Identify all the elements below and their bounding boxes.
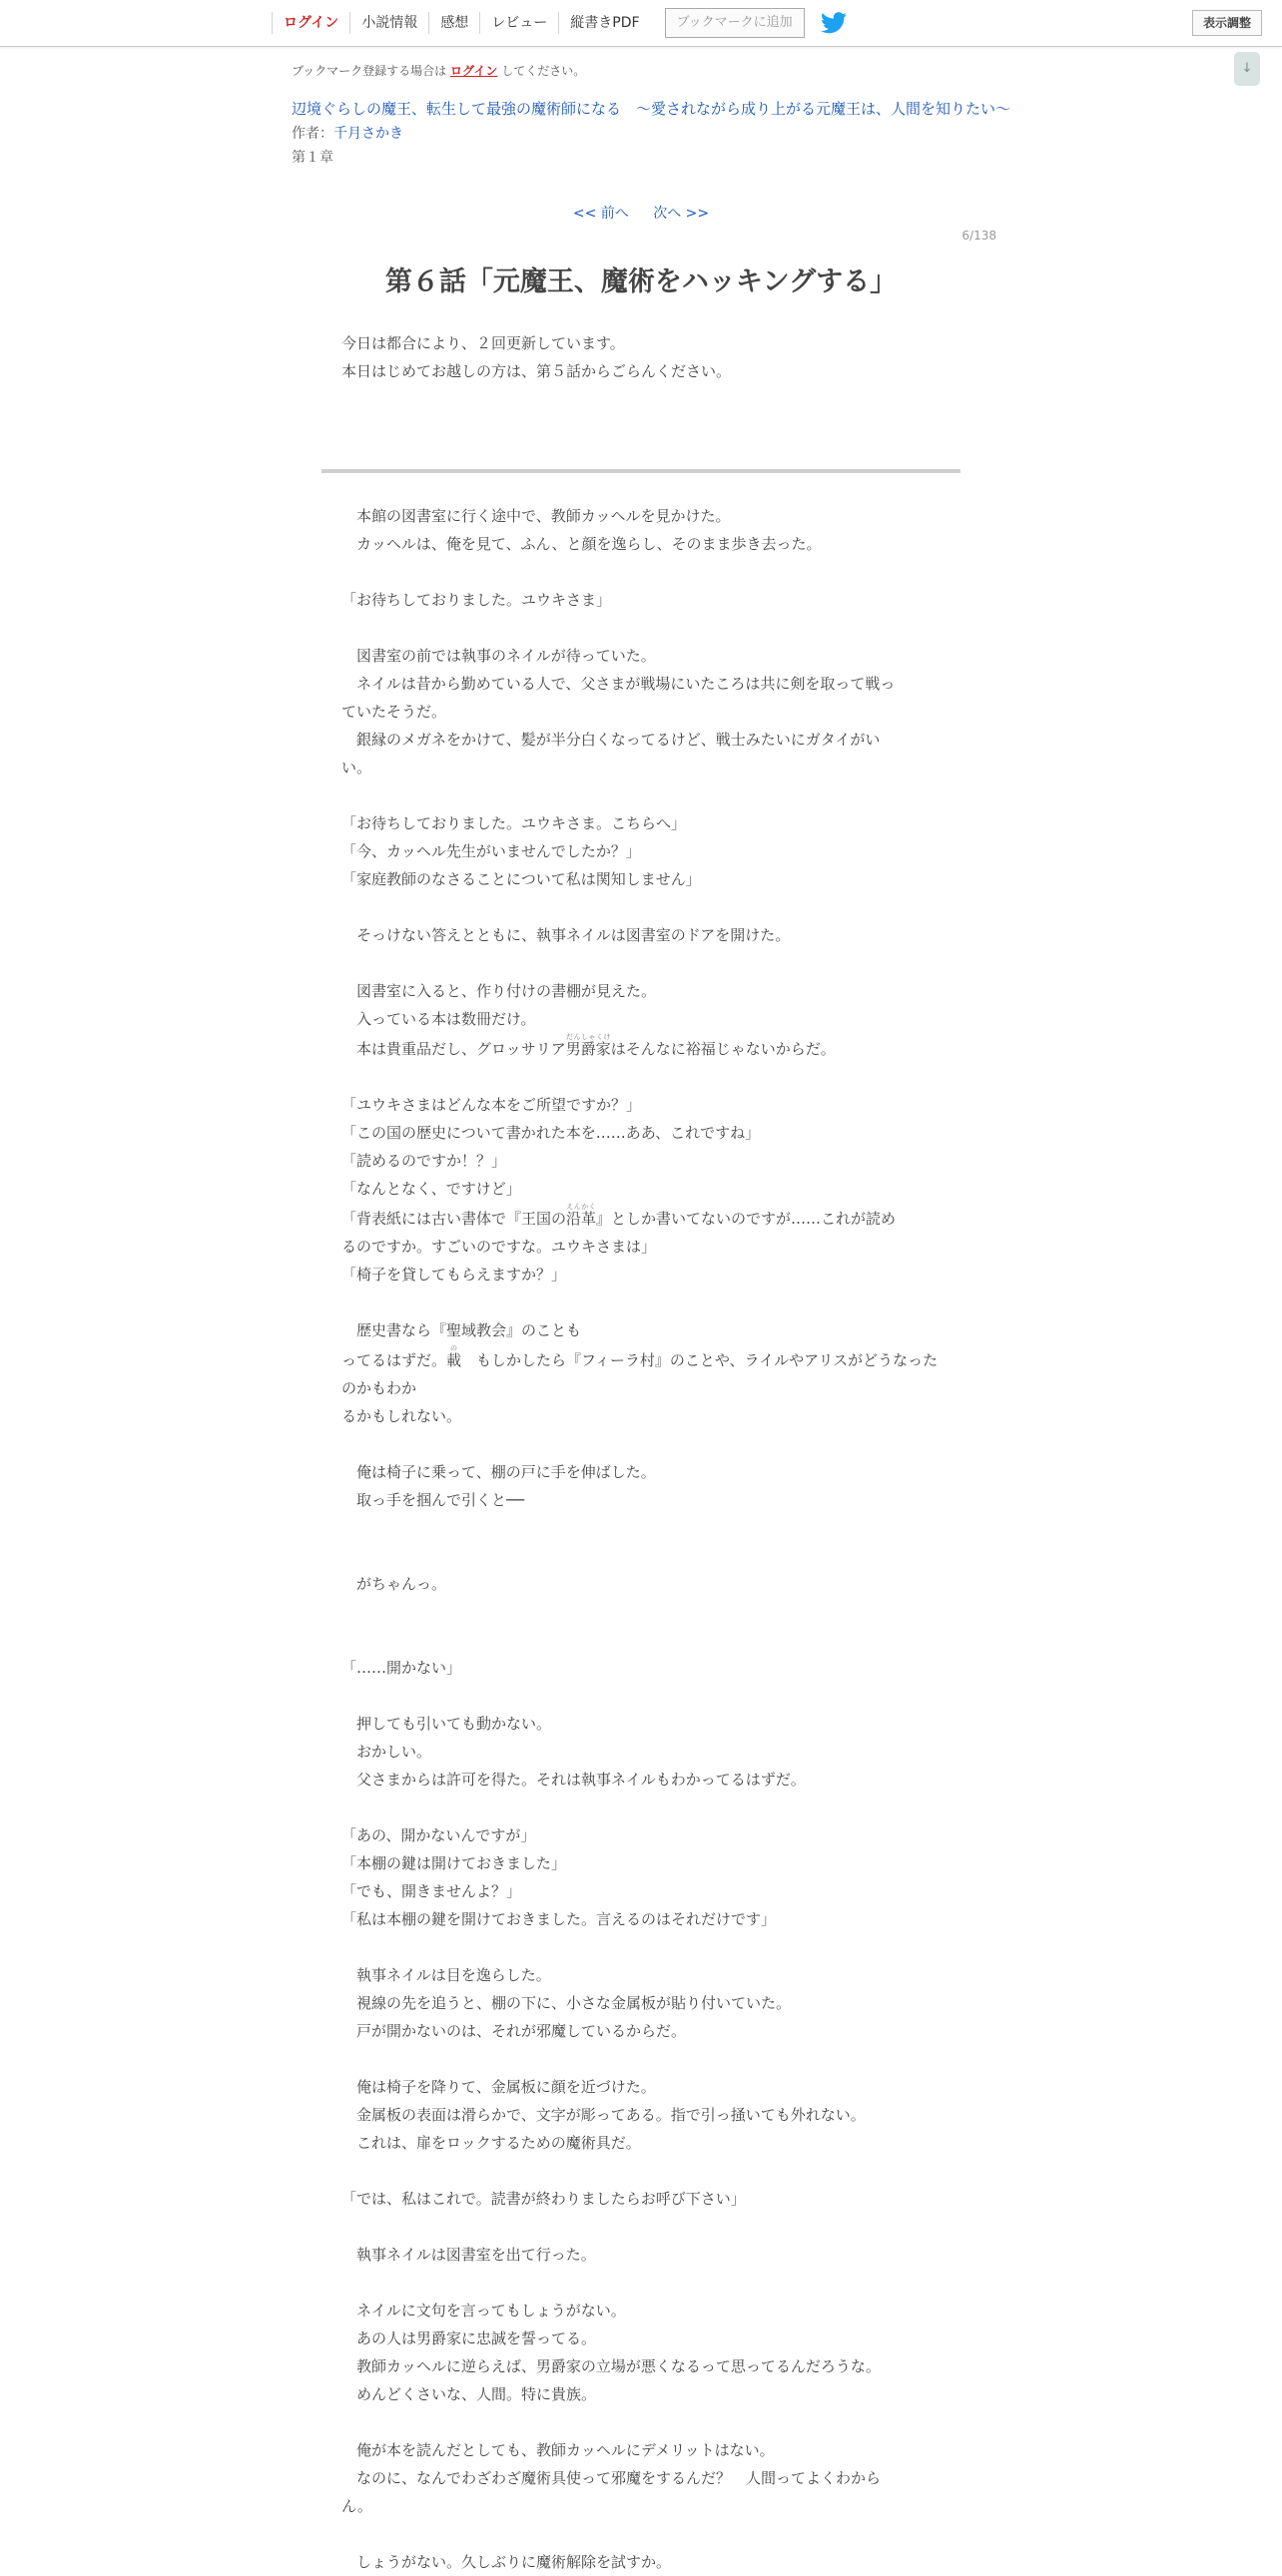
body-line: るのですか。すごいのですな。ユウキさまは」 bbox=[341, 1238, 657, 1256]
next-episode-link[interactable]: 次へ >> bbox=[653, 206, 710, 222]
episode-count: 6/138 bbox=[962, 229, 996, 243]
body-text-segment: 「背表紙には古い書体で『王国の bbox=[341, 1210, 567, 1228]
episode-title: 第６話「元魔王、魔術をハッキングする」 bbox=[384, 266, 898, 297]
bookmark-hint bbox=[292, 62, 585, 79]
ruby-annotation bbox=[565, 1033, 611, 1058]
preface-line: 本日はじめてお越しの方は、第５話からごらんください。 bbox=[341, 362, 732, 380]
blank-line bbox=[341, 2408, 941, 2436]
body-line: 「お待ちしておりました。ユウキさま」 bbox=[341, 591, 612, 609]
body-line: おかしい。 bbox=[341, 1743, 432, 1761]
bookmark-add-button[interactable]: ブックマークに追加 bbox=[665, 8, 805, 38]
prev-episode-link[interactable]: << 前へ bbox=[572, 206, 629, 222]
body-line: 教師カッヘルに逆らえば、男爵家の立場が悪くなるって思ってるんだろうな。 bbox=[341, 2357, 881, 2375]
novel-body bbox=[341, 502, 941, 2576]
body-line: 本館の図書室に行く途中で、教師カッヘルを見かけた。 bbox=[341, 507, 731, 525]
blank-line bbox=[341, 1542, 941, 1570]
body-line: あの人は男爵家に忠誠を誓ってる。 bbox=[341, 2329, 597, 2347]
body-line: 「椅子を貸してもらえますか？」 bbox=[341, 1266, 567, 1284]
blank-line bbox=[341, 1514, 941, 1542]
blank-line bbox=[341, 1598, 941, 1626]
body-line: 「では、私はこれで。読書が終わりましたらお呼び下さい」 bbox=[341, 2190, 746, 2208]
body-line: そっけない答えとともに、執事ネイルは図書室のドアを開けた。 bbox=[341, 926, 791, 944]
ruby-reading: えんかく bbox=[566, 1203, 597, 1211]
blank-line bbox=[341, 2520, 941, 2548]
ruby-base: 男爵家 bbox=[565, 1040, 611, 1058]
blank-line bbox=[341, 893, 941, 921]
nav-review-link[interactable]: レビュー bbox=[479, 12, 558, 34]
body-line: カッヘルは、俺を見て、ふん、と顔を逸らし、そのまま歩き去った。 bbox=[341, 535, 822, 553]
body-line: ていたそうだ。 bbox=[341, 703, 447, 721]
body-line: めんどくさいな、人間。特に貴族。 bbox=[341, 2385, 597, 2403]
body-line: 「……開かない」 bbox=[341, 1659, 462, 1677]
body-line: 「私は本棚の鍵を開けておきました。言えるのはそれだけです」 bbox=[341, 1910, 777, 1928]
nav-novel-info-link[interactable]: 小説情報 bbox=[349, 12, 428, 34]
body-line: ネイルは昔から勤めている人で、父さまが戦場にいたころは共に剣を取って戦っ bbox=[341, 675, 896, 693]
blank-line bbox=[341, 2213, 941, 2241]
blank-line bbox=[341, 949, 941, 977]
body-line: 銀縁のメガネをかけて、髪が半分白くなってるけど、戦士みたいにガタイがい bbox=[341, 731, 881, 749]
body-line: 「本棚の鍵は開けておきました」 bbox=[341, 1854, 567, 1872]
body-line: これは、扉をロックするための魔術具だ。 bbox=[341, 2134, 641, 2152]
hint-text-before: ブックマーク登録する場合は bbox=[292, 64, 447, 78]
ruby-annotation bbox=[446, 1344, 462, 1369]
ruby-reading: の bbox=[446, 1344, 462, 1352]
body-text-segment: 』としか書いてないのですが……これが読め bbox=[596, 1210, 897, 1228]
ruby-base: 沿革 bbox=[566, 1210, 597, 1228]
preface bbox=[341, 329, 731, 385]
series-title-link[interactable]: 辺境ぐらしの魔王、転生して最強の魔術師になる 〜愛されながら成り上がる元魔王は、人間を知りたい〜 bbox=[292, 100, 1011, 118]
body-line: 「お待ちしておりました。ユウキさま。こちらへ」 bbox=[341, 814, 687, 832]
blank-line bbox=[341, 2269, 941, 2297]
blank-line bbox=[341, 2157, 941, 2185]
body-line: 取っ手を掴んで引くと── bbox=[341, 1491, 525, 1509]
author-line bbox=[292, 123, 403, 143]
body-line: るかもしれない。 bbox=[341, 1407, 462, 1425]
body-line: 図書室の前では執事のネイルが待っていた。 bbox=[341, 647, 656, 665]
blank-line bbox=[341, 558, 941, 586]
body-text-segment: 本は貴重品だし、グロッサリア bbox=[341, 1040, 566, 1058]
ruby-base: 載 bbox=[446, 1351, 462, 1369]
body-text-segment: ってるはずだ。 bbox=[341, 1351, 447, 1369]
nav-impressions-link[interactable]: 感想 bbox=[428, 12, 479, 34]
hint-text-after: してください。 bbox=[501, 64, 586, 78]
body-line: い。 bbox=[341, 759, 372, 776]
nav-login-link[interactable]: ログイン bbox=[272, 12, 349, 34]
blank-line bbox=[341, 1288, 941, 1316]
body-line: ネイルに文句を言ってもしょうがない。 bbox=[341, 2302, 626, 2319]
body-line: しょうがない。久しぶりに魔術解除を試すか。 bbox=[341, 2553, 672, 2571]
blank-line bbox=[341, 1933, 941, 1961]
top-bar bbox=[0, 0, 1282, 47]
preface-line: 今日は都合により、２回更新しています。 bbox=[341, 334, 625, 352]
body-line: 「あの、開かないんですが」 bbox=[341, 1826, 536, 1844]
body-line: 父さまからは許可を得た。それは執事ネイルもわかってるはずだ。 bbox=[341, 1771, 806, 1789]
body-line: 「この国の歴史について書かれた本を……ああ、これですね」 bbox=[341, 1124, 761, 1142]
body-text-segment: もしかしたら『フィーラ村』のことや、ライルやアリスがどうなったのかもわか bbox=[341, 1351, 939, 1397]
body-line bbox=[341, 1344, 941, 1402]
episode-pager bbox=[0, 203, 1282, 223]
body-line: 歴史書なら『聖域教会』のことも bbox=[341, 1321, 582, 1339]
body-line: ん。 bbox=[341, 2497, 372, 2515]
ruby-reading: だんしゃくけ bbox=[565, 1033, 611, 1041]
chapter-title: 第１章 bbox=[292, 150, 333, 166]
body-line: 金属板の表面は滑らかで、文字が彫ってある。指で引っ掻いても外れない。 bbox=[341, 2106, 866, 2124]
ruby-annotation bbox=[566, 1203, 597, 1228]
blank-line bbox=[341, 614, 941, 642]
blank-line bbox=[341, 1626, 941, 1654]
body-line: なのに、なんでわざわざ魔術具使って邪魔をするんだ？ 人間ってよくわから bbox=[341, 2469, 882, 2487]
body-line bbox=[341, 1033, 941, 1063]
hint-login-link[interactable]: ログイン bbox=[450, 64, 498, 78]
body-line: 「なんとなく、ですけど」 bbox=[341, 1180, 521, 1198]
body-line: 図書室に入ると、作り付けの書棚が見えた。 bbox=[341, 982, 657, 1000]
scroll-down-icon[interactable]: ↓ bbox=[1234, 52, 1260, 86]
body-line: 視線の先を追うと、棚の下に、小さな金属板が貼り付いていた。 bbox=[341, 1994, 792, 2012]
body-line: 執事ネイルは図書室を出て行った。 bbox=[341, 2246, 596, 2264]
body-text-segment: はそんなに裕福じゃないからだ。 bbox=[610, 1040, 836, 1058]
body-line: がちゃんっ。 bbox=[341, 1575, 447, 1593]
author-label: 作者： bbox=[292, 126, 333, 142]
body-line: 俺は椅子に乗って、棚の戸に手を伸ばした。 bbox=[341, 1463, 656, 1481]
body-line: 押しても引いても動かない。 bbox=[341, 1715, 552, 1733]
blank-line bbox=[341, 1682, 941, 1710]
body-line: 俺は椅子を降りて、金属板に顔を近づけた。 bbox=[341, 2078, 656, 2096]
blank-line bbox=[341, 2045, 941, 2073]
body-line: 「家庭教師のなさることについて私は関知しません」 bbox=[341, 870, 701, 888]
twitter-icon[interactable] bbox=[821, 12, 847, 34]
blank-line bbox=[341, 1430, 941, 1458]
nav-pdf-link[interactable]: 縦書きPDF bbox=[558, 12, 650, 34]
body-line: 俺が本を読んだとしても、教師カッヘルにデメリットはない。 bbox=[341, 2441, 775, 2459]
body-line: 戸が開かないのは、それが邪魔しているからだ。 bbox=[341, 2022, 687, 2040]
top-nav bbox=[272, 0, 847, 46]
author-link[interactable]: 千月さかき bbox=[333, 126, 403, 142]
body-line: 「読めるのですか！？」 bbox=[341, 1152, 507, 1170]
body-line: 入っている本は数冊だけ。 bbox=[341, 1010, 536, 1028]
body-line: 執事ネイルは目を逸らした。 bbox=[341, 1966, 551, 1984]
preface-divider bbox=[321, 469, 961, 473]
blank-line bbox=[341, 1794, 941, 1821]
body-line bbox=[341, 1203, 941, 1233]
body-line: 「ユウキさまはどんな本をご所望ですか？」 bbox=[341, 1096, 642, 1114]
blank-line bbox=[341, 1063, 941, 1091]
body-line: 「でも、開きませんよ？」 bbox=[341, 1882, 522, 1900]
display-settings-button[interactable]: 表示調整 bbox=[1192, 10, 1262, 36]
body-line: 「今、カッヘル先生がいませんでしたか？」 bbox=[341, 842, 641, 860]
blank-line bbox=[341, 781, 941, 809]
